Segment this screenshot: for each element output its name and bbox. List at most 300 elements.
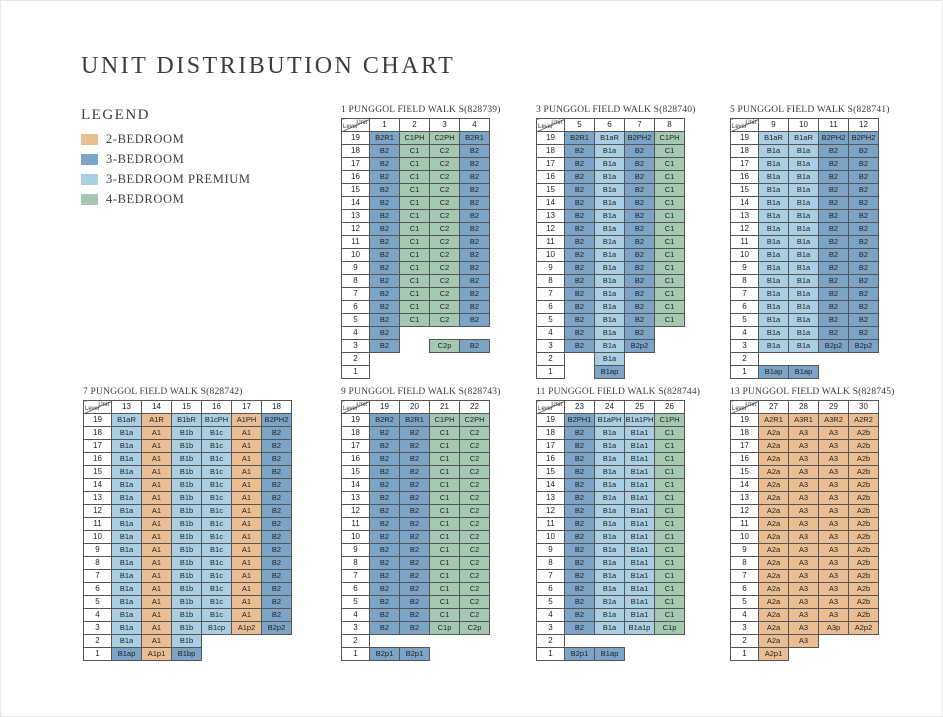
unit-cell: B1a [595, 275, 625, 288]
unit-cell: A1 [142, 518, 172, 531]
level-number: 2 [342, 635, 370, 648]
unit-cell: B2 [400, 427, 430, 440]
level-row [342, 479, 490, 492]
corner-cell [342, 119, 370, 132]
unit-cell: B1a1 [625, 492, 655, 505]
unit-cell: A1 [142, 596, 172, 609]
unit-cell: C1 [655, 275, 685, 288]
unit-cell: B1a1 [625, 440, 655, 453]
unit-cell: C1 [655, 596, 685, 609]
unit-number: 5 [565, 119, 595, 132]
unit-cell: B2 [370, 210, 400, 223]
unit-cell: B2 [819, 223, 849, 236]
corner-unit-label: Unit [356, 402, 367, 408]
level-row [537, 544, 685, 557]
level-number: 5 [537, 314, 565, 327]
unit-cell: B1ap [595, 648, 625, 661]
unit-cell: B2 [370, 158, 400, 171]
unit-cell: B2 [565, 531, 595, 544]
unit-cell: B2 [625, 249, 655, 262]
unit-cell: B2 [262, 466, 292, 479]
unit-cell: B2PH2 [262, 414, 292, 427]
unit-number: 15 [172, 401, 202, 414]
unit-cell: B2 [370, 596, 400, 609]
empty-cell [789, 648, 819, 661]
unit-cell: C1 [430, 531, 460, 544]
level-number: 14 [731, 479, 759, 492]
level-row [537, 492, 685, 505]
level-number: 1 [537, 366, 565, 379]
level-row [342, 197, 490, 210]
level-number: 2 [342, 353, 370, 366]
unit-cell: B2 [819, 249, 849, 262]
unit-cell: B2 [370, 301, 400, 314]
empty-cell [460, 648, 490, 661]
unit-cell: B2 [460, 275, 490, 288]
unit-cell: B2 [400, 544, 430, 557]
unit-cell: B1a [112, 440, 142, 453]
level-number: 11 [342, 236, 370, 249]
unit-cell: C2 [460, 570, 490, 583]
corner-cell [731, 401, 759, 414]
unit-cell: C1PH [655, 414, 685, 427]
unit-number: 28 [789, 401, 819, 414]
level-number: 14 [342, 479, 370, 492]
level-number: 10 [537, 249, 565, 262]
level-number: 6 [84, 583, 112, 596]
empty-cell [655, 648, 685, 661]
unit-cell: B1a [595, 492, 625, 505]
unit-cell: B1a [789, 288, 819, 301]
unit-cell: B2 [370, 479, 400, 492]
corner-unit-label: Unit [745, 120, 756, 126]
level-number: 10 [537, 531, 565, 544]
level-row [342, 288, 490, 301]
unit-cell: B1a [112, 557, 142, 570]
level-row [537, 557, 685, 570]
unit-cell: A2b [849, 544, 879, 557]
level-number: 18 [731, 427, 759, 440]
unit-cell: B1a [595, 596, 625, 609]
unit-cell: A3 [819, 505, 849, 518]
unit-cell: B1a [595, 453, 625, 466]
unit-cell: B1b [172, 440, 202, 453]
unit-cell: B1c [202, 466, 232, 479]
level-row [537, 366, 685, 379]
level-row [731, 609, 879, 622]
unit-cell: B2 [565, 466, 595, 479]
level-row [731, 596, 879, 609]
level-number: 18 [84, 427, 112, 440]
unit-cell: B1cPH [202, 414, 232, 427]
level-number: 4 [342, 327, 370, 340]
level-row [537, 314, 685, 327]
unit-number: 21 [430, 401, 460, 414]
level-row [342, 505, 490, 518]
unit-cell: B1a1p [625, 622, 655, 635]
unit-cell: C1 [430, 544, 460, 557]
level-number: 10 [84, 531, 112, 544]
unit-cell: B1a [595, 197, 625, 210]
unit-distribution-table [730, 400, 879, 661]
corner-unit-label: Unit [551, 402, 562, 408]
unit-cell: A3 [819, 570, 849, 583]
level-row [731, 648, 879, 661]
unit-cell: B2 [819, 262, 849, 275]
level-row [731, 288, 879, 301]
unit-cell: C1 [430, 466, 460, 479]
unit-cell: B1a [595, 353, 625, 366]
unit-cell: B2 [370, 557, 400, 570]
level-number: 7 [342, 570, 370, 583]
unit-cell: B1b [172, 622, 202, 635]
level-row [731, 275, 879, 288]
level-number: 2 [731, 635, 759, 648]
corner-level-label: Level [538, 406, 553, 412]
unit-cell: B1b [172, 466, 202, 479]
unit-cell: B2 [370, 583, 400, 596]
unit-cell: B2 [262, 518, 292, 531]
legend-label-2-bedroom: 2-BEDROOM [106, 132, 185, 146]
unit-cell: B1a1 [625, 518, 655, 531]
unit-cell: B1a [595, 210, 625, 223]
unit-cell: C1 [655, 466, 685, 479]
unit-cell: C1 [655, 518, 685, 531]
level-number: 14 [537, 197, 565, 210]
unit-cell: B2 [262, 453, 292, 466]
unit-cell: B1ap [595, 366, 625, 379]
unit-cell: B2 [400, 622, 430, 635]
level-number: 11 [537, 518, 565, 531]
unit-cell: B1a [759, 171, 789, 184]
unit-cell: A2b [849, 518, 879, 531]
empty-cell [262, 648, 292, 661]
unit-cell: A3 [789, 570, 819, 583]
empty-cell [430, 635, 460, 648]
unit-cell: B2 [370, 609, 400, 622]
level-row [84, 570, 292, 583]
empty-cell [819, 366, 849, 379]
unit-cell: A3R1 [789, 414, 819, 427]
level-number: 6 [342, 301, 370, 314]
empty-cell [655, 635, 685, 648]
level-row [537, 440, 685, 453]
level-number: 18 [537, 145, 565, 158]
level-row [731, 184, 879, 197]
unit-cell: B1a1 [625, 479, 655, 492]
level-row [731, 479, 879, 492]
level-row [537, 210, 685, 223]
unit-cell: A1 [142, 427, 172, 440]
unit-distribution-table [536, 400, 685, 661]
unit-cell: A3 [789, 518, 819, 531]
unit-cell: B2 [565, 171, 595, 184]
corner-cell [84, 401, 112, 414]
unit-cell: A2b [849, 583, 879, 596]
level-row [342, 609, 490, 622]
unit-cell: B2 [400, 596, 430, 609]
unit-cell: B1a1 [625, 544, 655, 557]
level-number: 14 [731, 197, 759, 210]
unit-cell: B2 [370, 262, 400, 275]
level-row [731, 262, 879, 275]
unit-number: 19 [370, 401, 400, 414]
level-number: 3 [84, 622, 112, 635]
empty-cell [625, 366, 655, 379]
level-number: 7 [537, 288, 565, 301]
unit-cell: B1a [112, 492, 142, 505]
unit-cell: C2 [460, 427, 490, 440]
unit-cell: B1c [202, 427, 232, 440]
unit-cell: B2 [262, 531, 292, 544]
unit-cell: A3 [819, 518, 849, 531]
unit-cell: C1 [430, 557, 460, 570]
level-row [537, 223, 685, 236]
unit-cell: A3 [819, 427, 849, 440]
level-row [731, 570, 879, 583]
unit-cell: B2p2 [262, 622, 292, 635]
unit-cell: A1 [232, 466, 262, 479]
level-number: 18 [342, 427, 370, 440]
unit-cell: B2 [370, 288, 400, 301]
unit-cell: A2a [759, 492, 789, 505]
unit-cell: B1a [789, 210, 819, 223]
unit-cell: B2 [370, 327, 400, 340]
unit-cell: A2b [849, 427, 879, 440]
unit-cell: B1a [789, 340, 819, 353]
level-row [342, 145, 490, 158]
level-number: 6 [342, 583, 370, 596]
level-number: 8 [537, 557, 565, 570]
unit-cell: B1aR [112, 414, 142, 427]
level-number: 4 [84, 609, 112, 622]
unit-cell: C2 [430, 262, 460, 275]
level-number: 15 [537, 184, 565, 197]
unit-cell: B2 [565, 596, 595, 609]
unit-cell: C1 [655, 171, 685, 184]
level-number: 6 [537, 583, 565, 596]
level-number: 9 [731, 262, 759, 275]
unit-cell: C1 [655, 479, 685, 492]
unit-cell: B1b [172, 570, 202, 583]
unit-cell: B2 [400, 440, 430, 453]
unit-cell: C1 [655, 249, 685, 262]
unit-cell: B2 [370, 531, 400, 544]
unit-cell: B1b [172, 505, 202, 518]
empty-cell [400, 635, 430, 648]
unit-cell: C1 [655, 427, 685, 440]
unit-cell: C1 [400, 236, 430, 249]
unit-cell: B2 [565, 570, 595, 583]
unit-cell: B2 [370, 184, 400, 197]
legend-item-2-bedroom [81, 133, 184, 146]
empty-cell [565, 366, 595, 379]
empty-cell [789, 353, 819, 366]
unit-cell: B2 [370, 466, 400, 479]
unit-cell: A2a [759, 596, 789, 609]
empty-cell [370, 353, 400, 366]
unit-cell: B1a1 [625, 570, 655, 583]
level-row [342, 223, 490, 236]
unit-cell: C2 [460, 440, 490, 453]
level-row [342, 648, 490, 661]
unit-cell: B1a [112, 505, 142, 518]
unit-cell: B2 [370, 314, 400, 327]
unit-cell: C1 [655, 570, 685, 583]
unit-cell: B1a [112, 544, 142, 557]
level-row [342, 314, 490, 327]
level-row [731, 453, 879, 466]
unit-cell: B1a1 [625, 557, 655, 570]
level-row [537, 570, 685, 583]
empty-cell [400, 327, 430, 340]
unit-cell: B2 [370, 570, 400, 583]
unit-cell: B2 [370, 544, 400, 557]
level-row [84, 622, 292, 635]
unit-cell: A2p2 [849, 622, 879, 635]
unit-cell: A3 [789, 427, 819, 440]
unit-cell: B2 [460, 171, 490, 184]
level-number: 11 [537, 236, 565, 249]
unit-cell: B1a [759, 210, 789, 223]
unit-cell: B1a [595, 583, 625, 596]
level-row [84, 466, 292, 479]
corner-level-label: Level [732, 406, 747, 412]
unit-cell: C1 [400, 171, 430, 184]
unit-cell: B2 [625, 210, 655, 223]
unit-cell: B2 [819, 314, 849, 327]
level-number: 16 [342, 171, 370, 184]
unit-cell: A3 [789, 635, 819, 648]
level-number: 11 [731, 236, 759, 249]
unit-cell: C2 [460, 544, 490, 557]
unit-cell: B2 [849, 223, 879, 236]
unit-cell: B1c [202, 544, 232, 557]
unit-cell: C1 [430, 479, 460, 492]
level-number: 13 [342, 210, 370, 223]
unit-cell: B1a1 [625, 531, 655, 544]
unit-cell: B2 [460, 236, 490, 249]
unit-cell: B2 [370, 427, 400, 440]
level-row [84, 557, 292, 570]
unit-cell: B2 [565, 288, 595, 301]
unit-cell: B2 [370, 236, 400, 249]
unit-cell: A1 [232, 557, 262, 570]
unit-cell: B1a [595, 340, 625, 353]
unit-cell: B1ap [759, 366, 789, 379]
unit-cell: B1b [172, 531, 202, 544]
unit-cell: A1 [142, 440, 172, 453]
unit-cell: B2 [849, 210, 879, 223]
unit-cell: A2a [759, 505, 789, 518]
unit-distribution-table [83, 400, 292, 661]
level-row [537, 158, 685, 171]
level-number: 9 [537, 262, 565, 275]
level-row [342, 366, 490, 379]
level-row [342, 570, 490, 583]
unit-cell: B2 [262, 596, 292, 609]
unit-cell: C2 [460, 479, 490, 492]
unit-cell: B2 [625, 197, 655, 210]
empty-cell [460, 353, 490, 366]
level-number: 8 [731, 557, 759, 570]
corner-level-label: Level [343, 124, 358, 130]
level-number: 3 [342, 340, 370, 353]
unit-cell: B1a [112, 635, 142, 648]
unit-cell: B2 [262, 583, 292, 596]
empty-cell [849, 648, 879, 661]
unit-cell: C1p [655, 622, 685, 635]
level-number: 12 [537, 505, 565, 518]
level-row [84, 440, 292, 453]
level-number: 11 [731, 518, 759, 531]
unit-cell: B2 [400, 570, 430, 583]
level-row [731, 427, 879, 440]
unit-cell: B2 [819, 288, 849, 301]
unit-cell: B2 [370, 197, 400, 210]
unit-cell: B2 [370, 518, 400, 531]
unit-cell: C1 [400, 314, 430, 327]
unit-cell: B1a [595, 544, 625, 557]
unit-cell: A3 [819, 609, 849, 622]
unit-cell: B1bR [172, 414, 202, 427]
level-row [342, 275, 490, 288]
unit-cell: B1a [759, 197, 789, 210]
corner-cell [731, 119, 759, 132]
level-row [731, 158, 879, 171]
unit-number: 20 [400, 401, 430, 414]
corner-level-label: Level [343, 406, 358, 412]
level-number: 1 [84, 648, 112, 661]
unit-cell: B2 [625, 275, 655, 288]
legend-label-3-bedroom-premium: 3-BEDROOM PREMIUM [106, 172, 251, 186]
unit-cell: B1a [759, 314, 789, 327]
legend-item-3-bedroom [81, 153, 184, 166]
unit-number: 6 [595, 119, 625, 132]
unit-cell: A1 [232, 518, 262, 531]
unit-number: 10 [789, 119, 819, 132]
unit-cell: B2 [460, 223, 490, 236]
unit-cell: A3 [789, 583, 819, 596]
unit-cell: B2 [625, 158, 655, 171]
unit-cell: B2 [849, 314, 879, 327]
level-number: 2 [731, 353, 759, 366]
level-number: 13 [731, 210, 759, 223]
level-row [731, 544, 879, 557]
level-number: 3 [342, 622, 370, 635]
unit-cell: B1a [112, 479, 142, 492]
unit-cell: B2 [565, 249, 595, 262]
level-number: 2 [537, 635, 565, 648]
level-number: 9 [342, 544, 370, 557]
level-row [731, 635, 879, 648]
unit-cell: B2 [565, 314, 595, 327]
unit-cell: B2 [819, 327, 849, 340]
level-number: 16 [731, 171, 759, 184]
unit-cell: A3 [789, 492, 819, 505]
level-number: 19 [84, 414, 112, 427]
unit-cell: A2a [759, 466, 789, 479]
unit-cell: A2a [759, 440, 789, 453]
unit-cell: B2 [625, 145, 655, 158]
corner-cell [342, 401, 370, 414]
level-row [731, 223, 879, 236]
unit-cell: B2 [400, 531, 430, 544]
unit-cell: A3 [819, 544, 849, 557]
unit-cell: C1 [655, 184, 685, 197]
block-13-punggol-field-walk [730, 387, 895, 661]
unit-cell: B1a [759, 288, 789, 301]
